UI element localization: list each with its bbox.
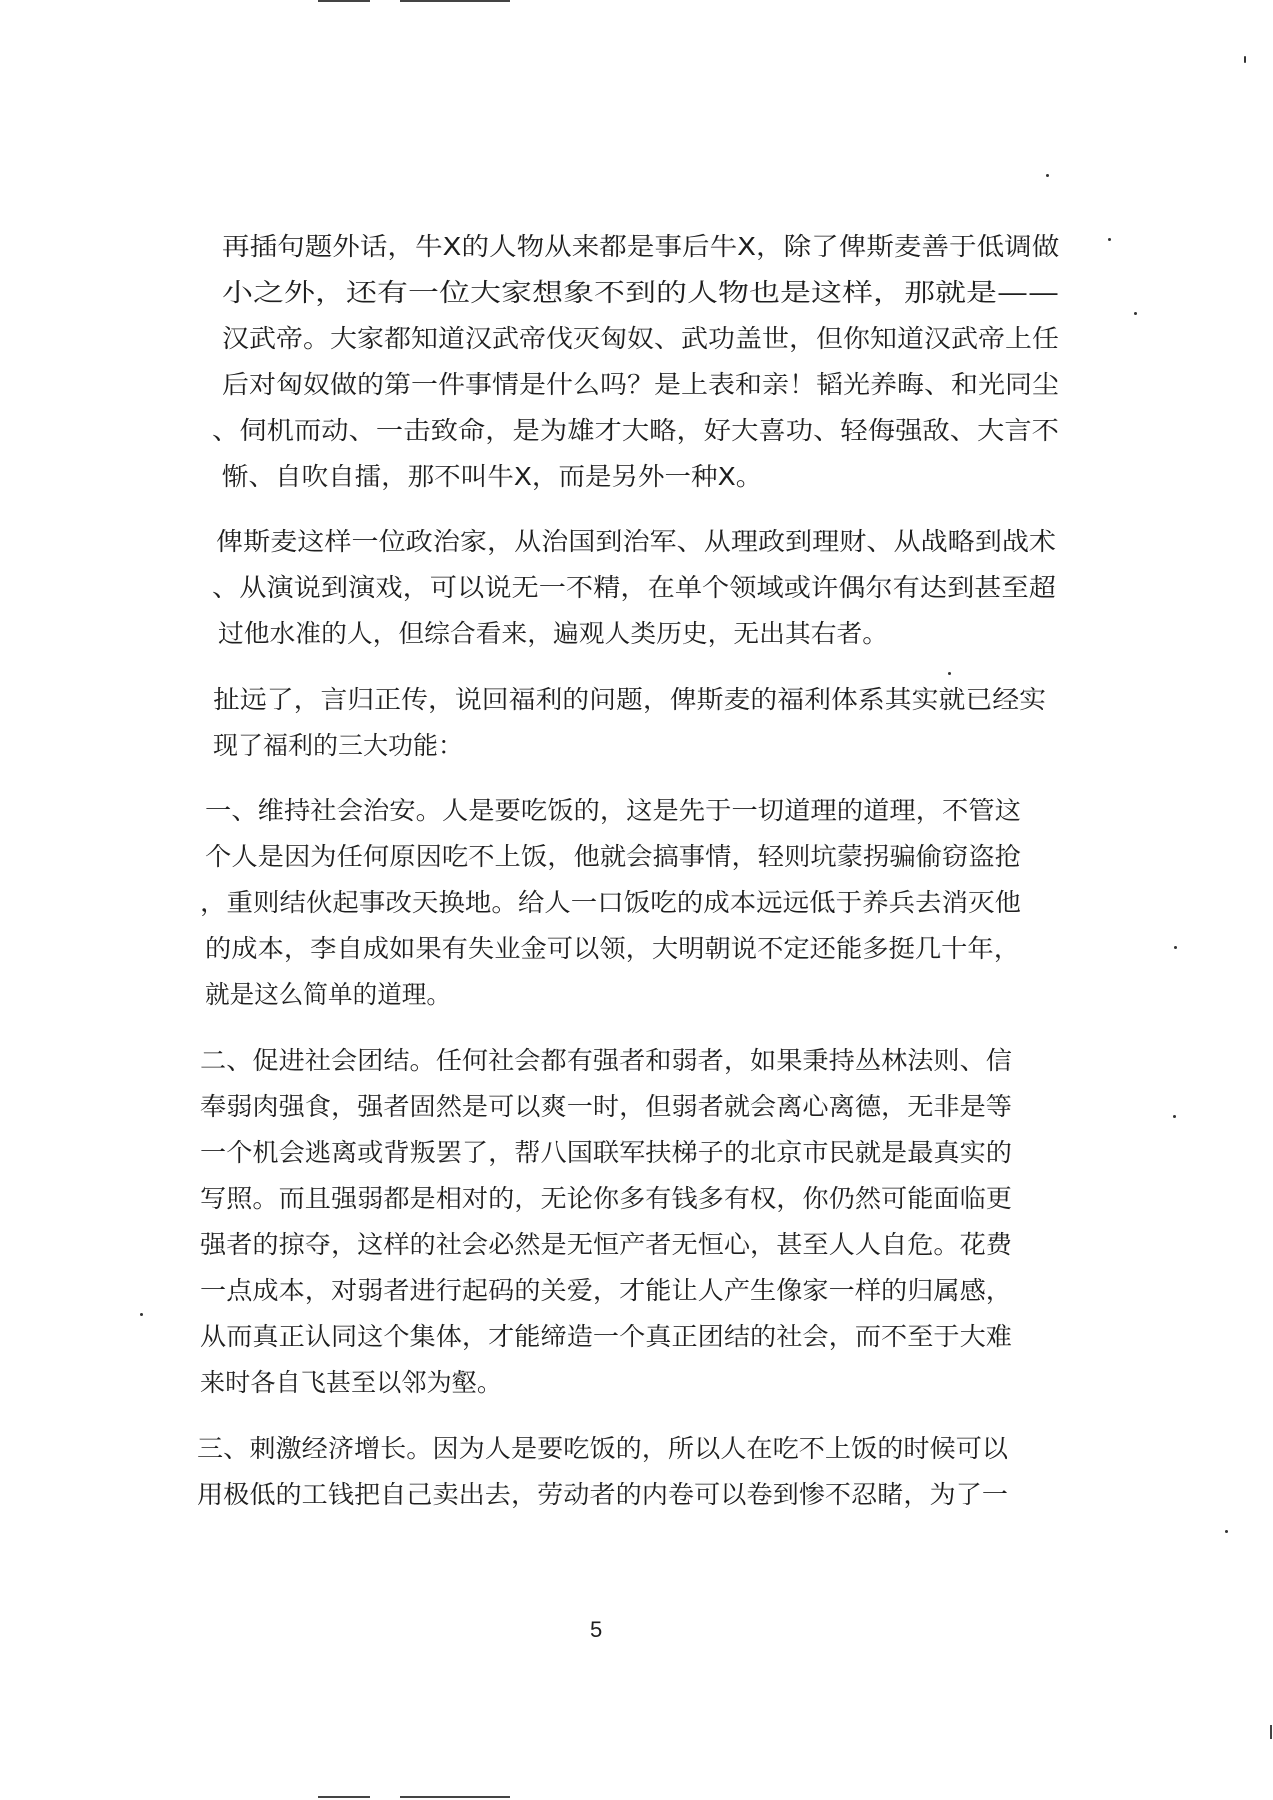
- text-line: 、伺机而动、一击致命，是为雄才大略，好大喜功、轻侮强敌、大言不: [212, 416, 1060, 445]
- scan-speck: [948, 672, 951, 675]
- text-line: 写照。而且强弱都是相对的，无论你多有钱多有权，你仍然可能面临更: [200, 1184, 1012, 1213]
- text-line: 小之外，还有一位大家想象不到的人物也是这样，那就是——: [222, 278, 1060, 307]
- scan-edge-mark: [318, 1796, 370, 1798]
- text-line: 一、维持社会治安。人是要吃饭的，这是先于一切道理的道理，不管这: [205, 796, 1022, 825]
- text-line: 俾斯麦这样一位政治家，从治国到治军、从理政到理财、从战略到战术: [216, 527, 1057, 556]
- scan-speck: [1173, 1115, 1176, 1118]
- text-line: 现了福利的三大功能：: [213, 731, 464, 760]
- text-line: 强者的掠夺，这样的社会必然是无恒产者无恒心，甚至人人自危。花费: [200, 1230, 1012, 1259]
- text-line: 的成本，李自成如果有失业金可以领，大明朝说不定还能多挺几十年，: [205, 934, 1021, 963]
- text-line: 一个机会逃离或背叛罢了，帮八国联军扶梯子的北京市民就是最真实的: [200, 1138, 1012, 1167]
- text-line: 汉武帝。大家都知道汉武帝伐灭匈奴、武功盖世，但你知道汉武帝上任: [222, 324, 1060, 353]
- scan-speck: [1108, 238, 1111, 241]
- scan-edge-mark: [318, 0, 370, 2]
- scan-speck: [1134, 312, 1137, 315]
- text-line: 再插句题外话，牛X的人物从来都是事后牛X，除了俾斯麦善于低调做: [222, 232, 1060, 261]
- text-line: 惭、自吹自擂，那不叫牛X，而是另外一种X。: [222, 462, 763, 491]
- text-line: 来时各自飞甚至以邻为壑。: [200, 1368, 503, 1397]
- scan-speck: [140, 1313, 143, 1316]
- text-line: 扯远了，言归正传，说回福利的问题，俾斯麦的福利体系其实就已经实: [213, 685, 1046, 714]
- text-line: 用极低的工钱把自己卖出去，劳动者的内卷可以卷到惨不忍睹，为了一: [197, 1480, 1009, 1509]
- scan-speck: [1244, 56, 1246, 63]
- scan-speck: [1046, 174, 1049, 177]
- scan-edge-mark: [400, 0, 510, 2]
- text-line: 三、刺激经济增长。因为人是要吃饭的，所以人在吃不上饭的时候可以: [197, 1434, 1009, 1463]
- scan-edge-mark: [400, 1796, 510, 1798]
- text-line: 就是这么简单的道理。: [205, 980, 452, 1009]
- text-line: 奉弱肉强食，强者固然是可以爽一时，但弱者就会离心离德，无非是等: [200, 1092, 1012, 1121]
- text-line: 后对匈奴做的第一件事情是什么吗？是上表和亲！韬光养晦、和光同尘: [222, 370, 1060, 399]
- text-line: 一点成本，对弱者进行起码的关爱，才能让人产生像家一样的归属感，: [200, 1276, 1012, 1305]
- scan-speck: [1174, 946, 1177, 949]
- text-line: 过他水准的人，但综合看来，遍观人类历史，无出其右者。: [218, 619, 889, 648]
- scan-speck: [1225, 1530, 1228, 1533]
- text-line: ，重则结伙起事改天换地。给人一口饭吃的成本远远低于养兵去消灭他: [200, 888, 1022, 917]
- text-line: 、从演说到演戏，可以说无一不精，在单个领域或许偶尔有达到甚至超: [212, 573, 1056, 602]
- scan-edge-mark: [1270, 1725, 1272, 1739]
- page-number: 5: [590, 1617, 603, 1642]
- text-line: 个人是因为任何原因吃不上饭，他就会搞事情，轻则坑蒙拐骗偷窃盗抢: [205, 842, 1022, 871]
- text-line: 二、促进社会团结。任何社会都有强者和弱者，如果秉持丛林法则、信: [200, 1046, 1012, 1075]
- text-line: 从而真正认同这个集体，才能缔造一个真正团结的社会，而不至于大难: [200, 1322, 1012, 1351]
